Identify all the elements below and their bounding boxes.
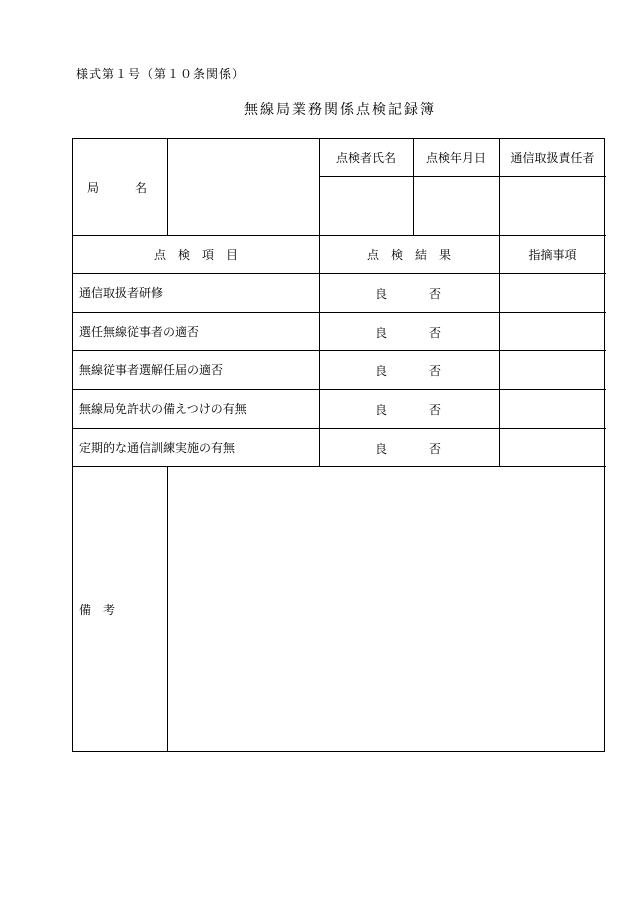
inspection-date-label-cell: [413, 139, 499, 176]
inspection-date-label: 点検年月日: [425, 151, 486, 165]
item-row-1-result[interactable]: [319, 273, 499, 312]
item-row-3-remarks[interactable]: [499, 350, 606, 389]
item-label: 定期的な通信訓練実施の有無: [79, 440, 236, 455]
item-column-label: 点 検 項 目: [153, 247, 238, 262]
item-label: 無線従事者選解任届の適否: [79, 363, 224, 377]
item-label: 選任無線従事者の適否: [79, 324, 200, 339]
item-row-4-result[interactable]: [319, 389, 499, 428]
result-bad[interactable]: 否: [429, 442, 442, 456]
item-row-1-label: [73, 273, 319, 312]
item-row-2-label: [73, 312, 319, 350]
form-number: 様式第１号（第１０条関係）: [76, 67, 246, 81]
inspector-name-label: 点検者氏名: [335, 151, 396, 165]
item-row-5-remarks[interactable]: [499, 428, 606, 466]
inspector-name-value-cell[interactable]: [319, 176, 413, 235]
item-row-4-label: [73, 389, 319, 428]
item-row-1-remarks[interactable]: [499, 273, 606, 312]
station-name-value-cell[interactable]: [167, 139, 319, 235]
item-label: 無線局免許状の備えつけの有無: [79, 402, 247, 416]
remarks-column-header: [499, 235, 606, 273]
inspection-record-table: [72, 138, 605, 752]
comm-manager-label-cell: [499, 139, 606, 176]
result-good[interactable]: 良: [375, 364, 388, 378]
result-bad[interactable]: 否: [429, 287, 442, 301]
result-column-label: 点 検 結 果: [366, 247, 451, 262]
item-column-header: [73, 235, 319, 273]
inspection-date-value-cell[interactable]: [413, 176, 499, 235]
item-label: 通信取扱者研修: [79, 286, 164, 300]
remarks-column-label: 指摘事項: [528, 247, 577, 262]
item-row-2-remarks[interactable]: [499, 312, 606, 350]
comm-manager-value-cell[interactable]: [499, 176, 606, 235]
station-name-label-cell: [73, 139, 167, 235]
result-good[interactable]: 良: [375, 287, 388, 301]
item-row-5-label: [73, 428, 319, 466]
station-name-label: 局 名: [87, 180, 148, 195]
comm-manager-label: 通信取扱責任者: [510, 151, 595, 165]
item-row-3-result[interactable]: [319, 350, 499, 389]
result-bad[interactable]: 否: [429, 364, 442, 378]
result-good[interactable]: 良: [375, 403, 388, 417]
result-good[interactable]: 良: [375, 326, 388, 340]
notes-value-cell[interactable]: [167, 466, 606, 752]
result-column-header: [319, 235, 499, 273]
item-row-3-label: [73, 350, 319, 389]
item-row-4-remarks[interactable]: [499, 389, 606, 428]
notes-label-cell: [73, 466, 167, 752]
result-good[interactable]: 良: [375, 442, 388, 456]
item-row-5-result[interactable]: [319, 428, 499, 466]
notes-label: 備 考: [79, 602, 116, 617]
result-bad[interactable]: 否: [429, 326, 442, 340]
result-bad[interactable]: 否: [429, 403, 442, 417]
form-title: 無線局業務関係点検記録簿: [244, 102, 436, 118]
item-row-2-result[interactable]: [319, 312, 499, 350]
inspector-name-label-cell: [319, 139, 413, 176]
